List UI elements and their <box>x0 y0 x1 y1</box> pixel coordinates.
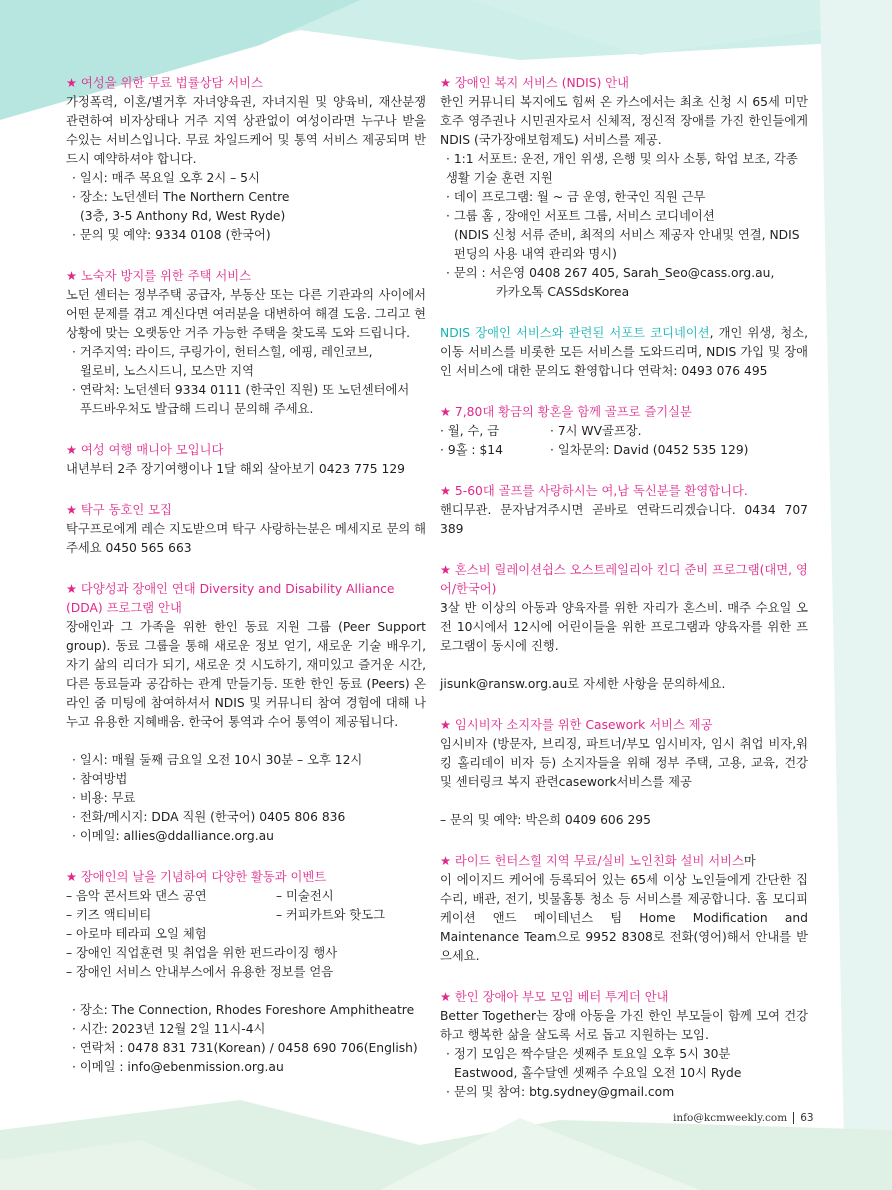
casework-section <box>440 716 808 830</box>
section-heading: ★ 노숙자 방지를 위한 주택 서비스 <box>66 269 251 283</box>
left-column <box>66 74 426 1099</box>
section-heading: ★ 장애인 복지 서비스 (NDIS) 안내 <box>440 76 630 90</box>
section-body: 3살 반 이상의 아동과 양육자를 위한 자리가 혼스비. 매주 수요일 오전 10시에서 12시에 어린이들을 위한 프로그램과 양육자를 위한 프로그램이 동시에 진행. <box>440 601 808 653</box>
bullet-item: · 문의 및 예약: 9334 0108 (한국어) <box>72 228 271 242</box>
section-heading: ★ 임시비자 소지자를 위한 Casework 서비스 제공 <box>440 718 713 732</box>
event-item: – 미술전시 <box>276 889 334 903</box>
info-item: · 월, 수, 금 <box>440 424 500 438</box>
event-item: – 장애인 직업훈련 및 취업을 위한 펀드라이징 행사 <box>66 946 338 960</box>
bullet-item: · 시간: 2023년 12월 2일 11시-4시 <box>72 1022 266 1036</box>
bullet-item: Eastwood, 홀수달엔 셋째주 수요일 오전 10시 Ryde <box>454 1066 742 1080</box>
right-column <box>440 74 808 1124</box>
section-body: 장애인과 그 가족을 위한 한인 동료 지원 그룹 (Peer Support group). 동료 그룹을 통해 새로운 정보 얻기, 새로운 기술 배우기, 자기 삶의 리더가 되기, 새로운 것 시도하기, 재미있고 즐거운 시간, 다른 동료들과 공감하는 관계 만들기등. 또한 한인 동료 (Peers) 온라인 줌 미팅에 참여하셔서 NDIS 및 커뮤니티 참여 경험에 대해 나누고 유용한 지혜배움. 한국어 통역과 수어 통역이 제공됩니다. <box>66 620 426 729</box>
dda-section <box>66 580 426 846</box>
bullet-item: · 연락처: 노던센터 9334 0111 (한국인 직원) 또 노던센터에서 <box>72 383 410 397</box>
bullet-item: · 문의 및 참여: btg.sydney@gmail.com <box>446 1085 675 1099</box>
section-body: 탁구프로에게 레슨 지도받으며 탁구 사랑하는분은 메세지로 문의 해 주세요 0450 565 663 <box>66 522 426 555</box>
info-item: · 7시 WV골프장. <box>550 424 642 438</box>
golf-senior-section <box>440 403 808 460</box>
bullet-item: · 이메일: allies@ddalliance.org.au <box>72 829 274 843</box>
heading-tail: 마 <box>743 854 756 868</box>
bullet-item: (NDIS 신청 서류 준비, 최적의 서비스 제공자 안내및 연결, NDIS 펀딩의 사용 내역 관리와 명시) <box>454 228 800 261</box>
section-heading: ★ 5-60대 골프를 사랑하시는 여,남 독신분를 환영합니다. <box>440 484 748 498</box>
section-body: 핸디무관. 문자남겨주시면 곧바로 연락드리겠습니다. 0434 707 389 <box>440 503 808 536</box>
bullet-item: · 전화/메시지: DDA 직원 (한국어) 0405 806 836 <box>72 810 346 824</box>
page-footer <box>673 1112 814 1124</box>
bullet-item: · 데이 프로그램: 월 ~ 금 운영, 한국인 직원 근무 <box>446 190 706 204</box>
bullet-item: · 일시: 매주 목요일 오후 2시 – 5시 <box>72 171 260 185</box>
section-body <box>440 324 808 381</box>
support-coordination-section <box>440 324 808 381</box>
section-body: 이 에이지드 케어에 등록되어 있는 65세 이상 노인들에게 간단한 집수리, 배관, 전기, 빗물홈통 청소 등 서비스를 제공합니다. 홈 모디피케이션 앤드 메이테넌스 팀 Home Modification and Maintenance Team으로 9952 8308로 전화(영어)해서 안내를 받으세요. <box>440 873 808 963</box>
golf-single-section <box>440 482 808 539</box>
section-heading: ★ 한인 장애아 부모 모임 베터 투게더 안내 <box>440 990 669 1004</box>
heading-text: ★ 라이드 헌터스힐 지역 무료/실비 노인친화 설비 서비스 <box>440 854 744 868</box>
bullet-item: · 그룹 홈 , 장애인 서포트 그룹, 서비스 코디네이션 <box>446 209 715 223</box>
bullet-item: 윌로비, 노스시드니, 모스만 지역 <box>80 364 254 378</box>
contact-text: jisunk@ransw.org.au로 자세한 사항을 문의하세요. <box>440 677 726 691</box>
section-heading: ★ 여성을 위한 무료 법률상담 서비스 <box>66 76 263 90</box>
bullet-item: · 장소: The Connection, Rhodes Foreshore Amphitheatre <box>72 1003 415 1017</box>
bullet-item: · 비용: 무료 <box>72 791 136 805</box>
section-heading: ★ 장애인의 날을 기념하여 다양한 활동과 이벤트 <box>66 870 327 884</box>
event-item: – 키즈 액티비티 <box>66 908 152 922</box>
section-heading: ★ 여성 여행 매니아 모입니다 <box>66 443 224 457</box>
footer-email: info@kcmweekly.com <box>673 1112 788 1124</box>
bullet-item: (3층, 3-5 Anthony Rd, West Ryde) <box>80 209 286 223</box>
event-row <box>66 906 426 925</box>
bullet-item: · 문의 : 서은영 0408 267 405, Sarah_Seo@cass.org.au, <box>446 266 775 280</box>
travel-section <box>66 441 426 479</box>
section-heading: ★ 7,80대 황금의 황혼을 함께 골프로 즐기실분 <box>440 405 692 419</box>
bullet-item: · 거주지역: 라이드, 쿠링가이, 헌터스힐, 에핑, 레인코브, <box>72 345 373 359</box>
kindy-program-section <box>440 561 808 694</box>
home-modification-section <box>440 852 808 966</box>
info-row <box>440 441 808 460</box>
section-body: 가정폭력, 이혼/별거후 자녀양육권, 자녀지원 및 양육비, 재산분쟁 관련하여 비자상태나 거주 지역 상관없이 여성이라면 누구나 받을 수있는 서비스입니다. 무료 차일드케어 및 통역 서비스 제공되며 반드시 예약하셔야 합니다. <box>66 95 426 166</box>
section-heading <box>440 852 808 871</box>
event-item: – 음악 콘서트와 댄스 공연 <box>66 889 207 903</box>
housing-section <box>66 267 426 419</box>
ndis-section <box>440 74 808 302</box>
info-item: · 9홀 : $14 <box>440 443 503 457</box>
bullet-item: · 1:1 서포트: 운전, 개인 위생, 은행 및 의사 소통, 학업 보조, 각종 생활 기술 훈련 지원 <box>446 152 798 185</box>
legal-counsel-section <box>66 74 426 245</box>
section-heading: ★ 탁구 동호인 모집 <box>66 503 172 517</box>
section-body: Better Together는 장애 아동을 가진 한인 부모들이 함께 모여 건강하고 행복한 삶을 살도록 서로 돕고 지원하는 모임. <box>440 1009 808 1042</box>
event-item: – 커피카트와 핫도그 <box>276 908 385 922</box>
body-text: , 개인 위생, 청소, 이동 서비스를 비롯한 모든 서비스를 도와드리며, NDIS 가입 및 장애인 서비스에 대한 문의도 환영합니다 연락처: 0493 076 495 <box>440 326 808 378</box>
section-heading: ★ 다양성과 장애인 연대 Diversity and Disability Alliance (DDA) 프로그램 안내 <box>66 582 395 615</box>
event-item: – 장애인 서비스 안내부스에서 유용한 정보를 얻음 <box>66 965 334 979</box>
bullet-item: · 일시: 매월 둘째 금요일 오전 10시 30분 – 오후 12시 <box>72 753 363 767</box>
bullet-item: · 장소: 노던센터 The Northern Centre <box>72 190 290 204</box>
section-body: 임시비자 (방문자, 브리징, 파트너/부모 임시비자, 임시 취업 비자,워킹 홀리데이 비자 등) 소지자들을 위해 정부 주택, 고용, 교육, 건강 및 센터링크 복지 관련casework서비스를 제공 <box>440 737 808 789</box>
bullet-item: · 참여방법 <box>72 772 128 786</box>
bullet-item: 카카오톡 CASSdsKorea <box>496 285 630 299</box>
event-row <box>66 887 426 906</box>
bullet-item: · 이메일 : info@ebenmission.org.au <box>72 1060 284 1074</box>
event-item: – 아로마 테라피 오일 체험 <box>66 927 207 941</box>
bullet-item: · 정기 모임은 짝수달은 셋째주 토요일 오후 5시 30분 <box>446 1047 731 1061</box>
info-item: · 일차문의: David (0452 535 129) <box>550 443 749 457</box>
section-body: 한인 커뮤니티 복지에도 힘써 온 카스에서는 최초 신청 시 65세 미만 호주 영주권나 시민권자로서 신체적, 정신적 장애를 가진 한인들에게 NDIS (국가장애보험제도) 서비스를 제공. <box>440 95 808 147</box>
page-number: 63 <box>800 1112 814 1124</box>
section-body: 내년부터 2주 장기여행이나 1달 해외 살아보기 0423 775 129 <box>66 462 405 476</box>
better-together-section <box>440 988 808 1102</box>
section-heading: ★ 혼스비 릴레이션쉽스 오스트레일리아 킨디 준비 프로그램(대면, 영어/한국어) <box>440 563 808 596</box>
bullet-item: · 연락처 : 0478 831 731(Korean) / 0458 690 706(English) <box>72 1041 418 1055</box>
bullet-item: 푸드바우처도 발급해 드리니 문의해 주세요. <box>80 402 314 416</box>
section-body: 노던 센터는 정부주택 공급자, 부동산 또는 다른 기관과의 사이에서 어떤 문제를 겪고 계신다면 여러분을 대변하여 해결 도움. 그리고 현 상황에 맞는 오랫동안 거주 가능한 주택을 찾도록 도와 드립니다. <box>66 288 426 340</box>
teal-lead: NDIS 장애인 서비스와 관련된 서포트 코디네이션 <box>440 326 710 340</box>
info-row <box>440 422 808 441</box>
table-tennis-section <box>66 501 426 558</box>
footer-divider <box>793 1112 794 1124</box>
contact-text: – 문의 및 예약: 박은희 0409 606 295 <box>440 813 651 827</box>
disability-day-section <box>66 868 426 1077</box>
